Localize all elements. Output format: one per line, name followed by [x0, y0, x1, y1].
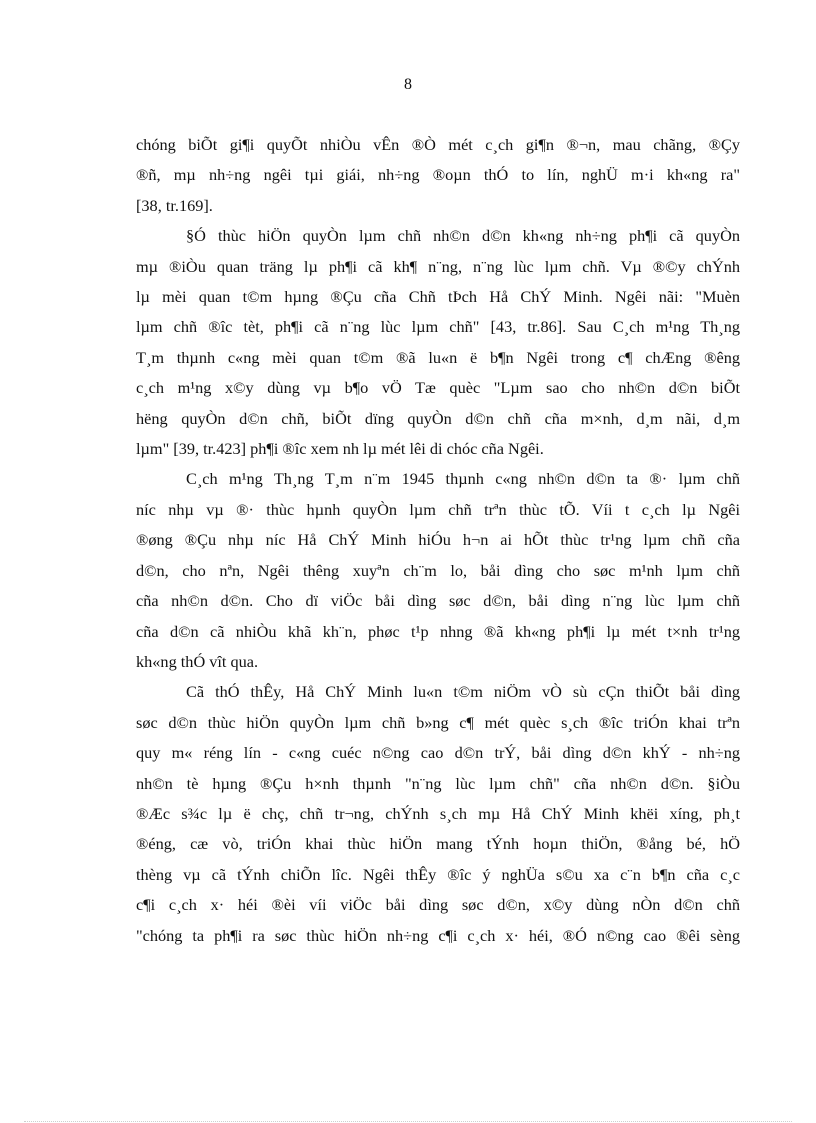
text-line: c¸ch m¹ng x©y dùng vµ b¶o vÖ Tæ quèc "Lµm sao cho nh©n d©n biÕt — [136, 378, 740, 398]
paragraph-2 — [136, 221, 740, 464]
text-line: hëng quyÒn d©n chñ, biÕt dïng quyÒn d©n chñ cña m×nh, d¸m nãi, d¸m — [136, 408, 740, 428]
text-line: nh©n tè hµng ®Çu h×nh thµnh "n¨ng lùc lµm chñ" cña nh©n d©n. §iÒu — [136, 773, 740, 793]
text-line: Cã thÓ thÊy, Hå ChÝ Minh lu«n t©m niÖm vÒ sù cÇn thiÕt båi dìng — [186, 682, 740, 702]
text-line: lµm" [39, tr.423] ph¶i ®îc xem nh lµ mét lêi di chóc cña Ngêi. — [136, 439, 544, 459]
paragraph-4 — [136, 677, 740, 951]
text-line: "chóng ta ph¶i ra søc thùc hiÖn nh÷ng c¶i c¸ch x· héi, ®Ó n©ng cao ®êi sèng — [136, 925, 740, 945]
page-bottom-divider — [24, 1121, 792, 1122]
text-line: cña d©n cã nhiÒu khã kh¨n, phøc t¹p nhng ®ã kh«ng ph¶i lµ mét t×nh tr¹ng — [136, 621, 740, 641]
text-line: lµm chñ ®îc tèt, ph¶i cã n¨ng lùc lµm chñ" [43, tr.86]. Sau C¸ch m¹ng Th¸ng — [136, 317, 740, 337]
text-line: ®øng ®Çu nhµ níc Hå ChÝ Minh hiÓu h¬n ai hÕt thùc tr¹ng lµm chñ cña — [136, 530, 740, 550]
text-line: c¶i c¸ch x· héi ®èi víi viÖc båi dìng søc d©n, x©y dùng nÒn d©n chñ — [136, 895, 740, 915]
page-number: 8 — [404, 76, 412, 93]
text-line: quy m« réng lín - c«ng cuéc n©ng cao d©n trÝ, båi dìng d©n khÝ - nh÷ng — [136, 743, 740, 763]
text-line: thèng vµ cã tÝnh chiÕn lîc. Ngêi thÊy ®îc ý nghÜa s©u xa c¨n b¶n cña c¸c — [136, 864, 740, 884]
text-line: ®Æc s¾c lµ ë chç, chñ tr¬ng, chÝnh s¸ch mµ Hå ChÝ Minh khëi xíng, ph¸t — [136, 803, 740, 823]
text-line: cña nh©n d©n. Cho dï viÖc båi dìng søc d©n, båi dìng n¨ng lùc lµm chñ — [136, 591, 740, 611]
text-line: søc d©n thùc hiÖn quyÒn lµm chñ b»ng c¶ mét quèc s¸ch ®îc triÓn khai trªn — [136, 712, 740, 732]
paragraph-1 — [136, 130, 740, 221]
text-line: T¸m thµnh c«ng mèi quan t©m ®ã lu«n ë b¶n Ngêi trong c¶ chÆng ®êng — [136, 347, 740, 367]
text-line: d©n, cho nªn, Ngêi thêng xuyªn ch¨m lo, båi dìng cho søc m¹nh lµm chñ — [136, 560, 740, 580]
text-line: lµ mèi quan t©m hµng ®Çu cña Chñ tÞch Hå ChÝ Minh. Ngêi nãi: "Muèn — [136, 287, 740, 307]
paragraph-3 — [136, 464, 740, 677]
text-line: C¸ch m¹ng Th¸ng T¸m n¨m 1945 thµnh c«ng nh©n d©n ta ®· lµm chñ — [186, 469, 740, 489]
body-text — [136, 130, 740, 951]
text-line: níc nhµ vµ ®· thùc hµnh quyÒn lµm chñ trªn thùc tÕ. Víi t c¸ch lµ Ngêi — [136, 499, 740, 519]
text-line: mµ ®iÒu quan träng lµ ph¶i cã kh¶ n¨ng, n¨ng lùc lµm chñ. Vµ ®©y chÝnh — [136, 256, 740, 276]
text-line: ®ñ, mµ nh÷ng ngêi tµi giái, nh÷ng ®oµn thÓ to lín, nghÜ m·i kh«ng ra" — [136, 165, 740, 185]
text-line: ®éng, cæ vò, triÓn khai thùc hiÖn mang tÝnh hoµn thiÖn, ®ång bé, hÖ — [136, 834, 740, 854]
text-line: §Ó thùc hiÖn quyÒn lµm chñ nh©n d©n kh«ng nh÷ng ph¶i cã quyÒn — [186, 226, 740, 246]
text-line: [38, tr.169]. — [136, 195, 213, 215]
text-line: chóng biÕt gi¶i quyÕt nhiÒu vÊn ®Ò mét c¸ch gi¶n ®¬n, mau chãng, ®Çy — [136, 135, 740, 154]
text-line: kh«ng thÓ vît qua. — [136, 651, 259, 671]
